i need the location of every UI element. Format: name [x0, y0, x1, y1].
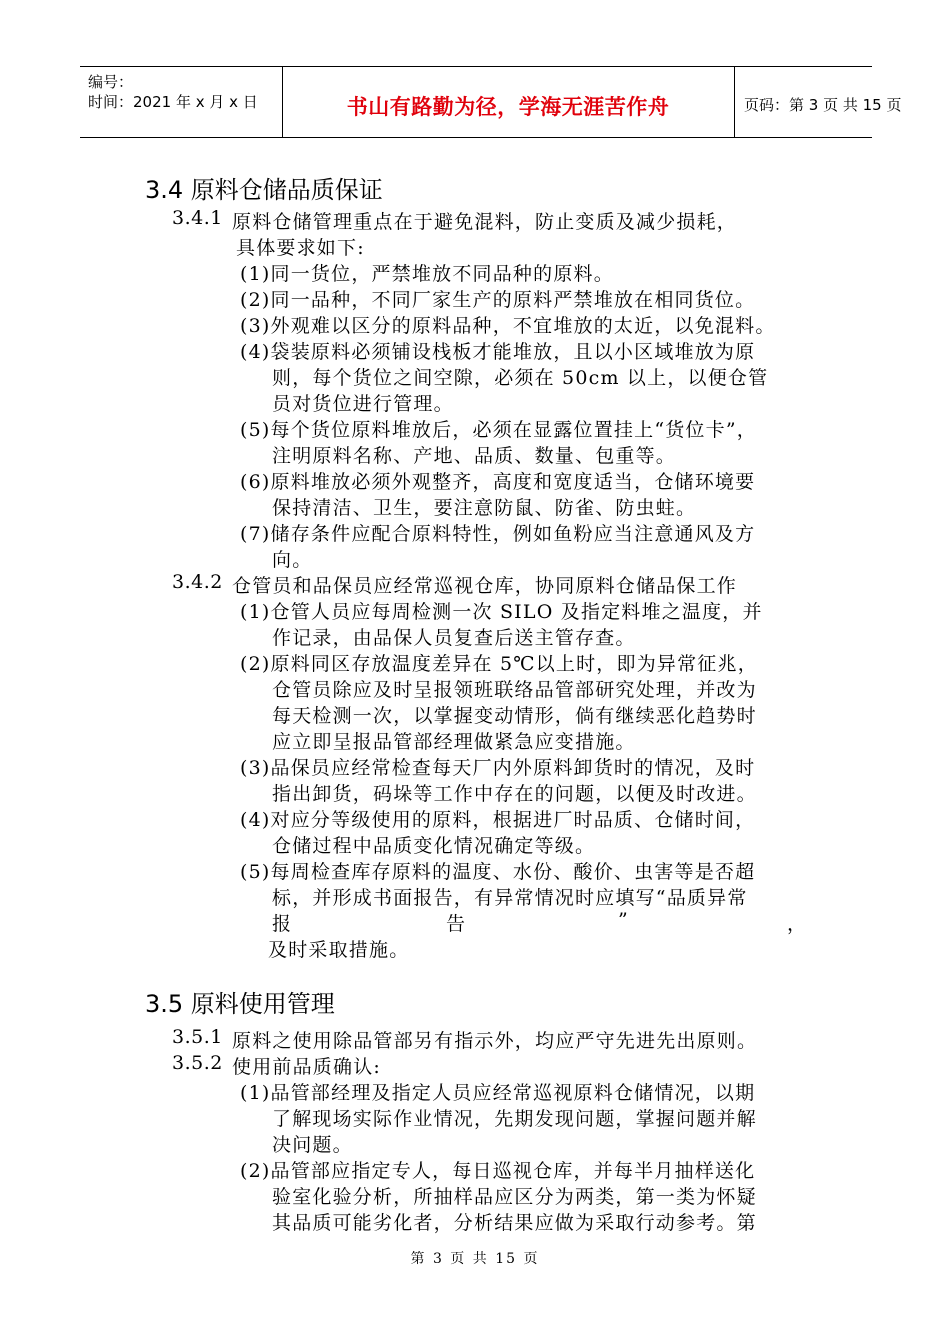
list-item-cont: 向。: [272, 549, 313, 571]
doc-number-label: 编号：: [88, 73, 134, 91]
list-item: (3)品保员应经常检查每天厂内外原料卸货时的情况，及时: [240, 757, 756, 779]
para-3-4-1-line: 具体要求如下:: [236, 237, 365, 259]
para-number-3-5-2: 3.5.2: [172, 1052, 223, 1074]
list-item-cont: 则，每个货位之间空隙，必须在 50cm 以上，以便仓管: [272, 367, 769, 389]
list-item-cont: 指出卸货，码垛等工作中存在的问题，以便及时改进。: [272, 783, 757, 805]
para-3-4-1-line: 原料仓储管理重点在于避免混料，防止变质及减少损耗，: [232, 211, 738, 233]
list-item-cont: 每天检测一次，以掌握变动情形，倘有继续恶化趋势时: [272, 705, 757, 727]
list-item: (6)原料堆放必须外观整齐，高度和宽度适当，仓储环境要: [240, 471, 756, 493]
list-item: (3)外观难以区分的原料品种，不宜堆放的太近，以免混料。: [240, 315, 776, 337]
header-page-cell: [734, 67, 902, 137]
header-page-info: 页码：第 3 页 共 15 页: [744, 96, 902, 114]
list-item-cont: 标，并形成书面报告，有异常情况时应填写“品质异常: [272, 887, 748, 909]
section-title-3-4: 3.4 原料仓储品质保证: [145, 176, 383, 204]
list-item-cont: ”: [618, 909, 629, 931]
list-item-cont: 验室化验分析，所抽样品应区分为两类，第一类为怀疑: [272, 1186, 757, 1208]
list-item-cont: 仓管员除应及时呈报领班联络品管部研究处理，并改为: [272, 679, 757, 701]
list-item: (7)储存条件应配合原料特性，例如鱼粉应当注意通风及方: [240, 523, 756, 545]
list-item: (4)对应分等级使用的原料，根据进厂时品质、仓储时间，: [240, 809, 756, 831]
header-motto-cell: [282, 67, 735, 137]
list-item: (2)品管部应指定专人，每日巡视仓库，并每半月抽样送化: [240, 1160, 756, 1182]
list-item-cont: 注明原料名称、产地、品质、数量、包重等。: [272, 445, 677, 467]
list-item-cont: 员对货位进行管理。: [272, 393, 454, 415]
list-item: (5)每个货位原料堆放后，必须在显露位置挂上“货位卡”，: [240, 419, 757, 441]
list-item-cont: 保持清洁、卫生，要注意防鼠、防雀、防虫蛀。: [272, 497, 697, 519]
list-item-cont: 报: [272, 913, 293, 935]
list-item: (1)品管部经理及指定人员应经常巡视原料仓储情况，以期: [240, 1082, 756, 1104]
list-item-cont: 及时采取措施。: [268, 939, 410, 961]
page-header: [80, 66, 902, 138]
para-3-4-2-line: 仓管员和品保员应经常巡视仓库，协同原料仓储品保工作: [232, 575, 738, 597]
list-item: (5)每周检查库存原料的温度、水份、酸价、虫害等是否超: [240, 861, 756, 883]
list-item-cont: 了解现场实际作业情况，先期发现问题，掌握问题并解: [272, 1108, 757, 1130]
list-item-cont: 作记录，由品保人员复查后送主管存查。: [272, 627, 636, 649]
list-item-cont: 应立即呈报品管部经理做紧急应变措施。: [272, 731, 636, 753]
para-3-5-2-line: 使用前品质确认:: [232, 1056, 382, 1078]
list-item: (1)同一货位，严禁堆放不同品种的原料。: [240, 263, 614, 285]
list-item-cont: 其品质可能劣化者，分析结果应做为采取行动参考。第: [272, 1212, 757, 1234]
list-item-cont: 决问题。: [272, 1134, 353, 1156]
list-item: (2)同一品种，不同厂家生产的原料严禁堆放在相同货位。: [240, 289, 756, 311]
doc-date: 时间：2021 年 x 月 x 日: [88, 93, 258, 111]
section-title-3-5: 3.5 原料使用管理: [145, 990, 335, 1018]
para-number-3-4-2: 3.4.2: [172, 571, 223, 593]
para-number-3-4-1: 3.4.1: [172, 207, 223, 229]
list-item-cont: 仓储过程中品质变化情况确定等级。: [272, 835, 596, 857]
para-number-3-5-1: 3.5.1: [172, 1026, 223, 1048]
list-item-cont: 告: [446, 913, 467, 935]
list-item-cont: ，: [787, 913, 808, 935]
para-3-5-1-line: 原料之使用除品管部另有指示外，均应严守先进先出原则。: [232, 1030, 758, 1052]
list-item: (2)原料同区存放温度差异在 5℃以上时，即为异常征兆，: [240, 653, 758, 675]
list-item: (4)袋装原料必须铺设栈板才能堆放，且以小区域堆放为原: [240, 341, 756, 363]
header-motto: 书山有路勤为径，学海无涯苦作舟: [346, 95, 670, 119]
list-item: (1)仓管人员应每周检测一次 SILO 及指定料堆之温度，并: [240, 601, 763, 623]
page-footer: 第 3 页 共 15 页: [410, 1251, 540, 1267]
header-meta: [80, 67, 283, 137]
